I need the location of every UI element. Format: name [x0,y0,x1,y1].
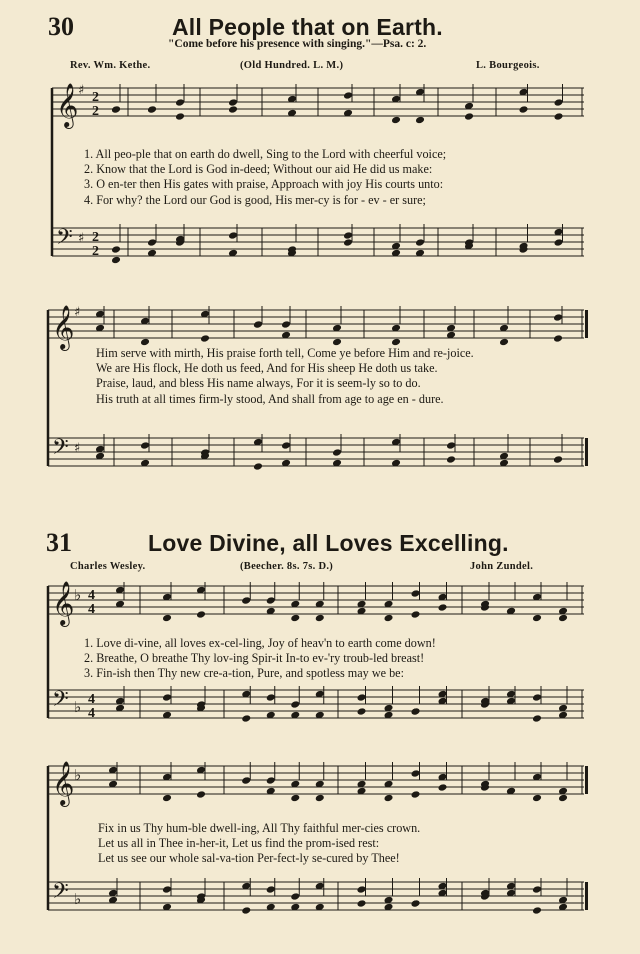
hymn-30-verses-a [84,147,446,208]
note-head [357,693,367,702]
note-head [532,614,542,623]
note-head [228,105,238,114]
note-head [266,776,276,785]
note-head [111,256,121,265]
note-head [438,603,448,612]
time-signature-bottom: 2 [92,244,99,259]
bass-clef-icon: 𝄢 [52,435,69,465]
note-head [391,338,401,347]
hymn-30-author: Rev. Wm. Kethe. [70,60,151,71]
time-signature-top: 2 [92,230,99,245]
note-head [253,462,263,471]
flat-key-icon: ♭ [74,586,82,604]
hymn-31-verse-2-line-b: Let us all in Thee in-her-it, Let us find the prom-ised rest: [98,836,380,851]
note-head [332,338,342,347]
note-head [384,794,394,803]
bass-clef-icon: 𝄢 [52,687,69,717]
note-head [411,790,421,799]
note-head [290,892,300,901]
note-head [499,338,509,347]
note-head [281,441,291,450]
note-head [266,693,276,702]
note-head [253,320,263,329]
bass-clef-icon: 𝄢 [52,879,69,909]
hymn-31-verse-1-line-a: 1. Love di-vine, all loves ex-cel-ling, Joy of heav'n to earth come down! [84,636,436,650]
hymn-30-verse-2-line-b: We are His flock, He doth us feed, And for His sheep He doth us take. [96,361,438,376]
note-head [553,334,563,343]
note-head [343,91,353,100]
note-head [553,313,563,322]
note-head [175,98,185,107]
treble-clef-icon: 𝄞 [52,305,75,349]
note-head [554,238,564,247]
note-head [446,455,456,464]
note-head [315,614,325,623]
note-head [411,769,421,778]
note-head [162,693,172,702]
time-signature-bottom: 4 [88,602,95,617]
time-signature-top: 4 [88,692,95,707]
note-head [532,794,542,803]
note-head [415,238,425,247]
note-head [415,116,425,125]
note-head [446,441,456,450]
note-head [532,885,542,894]
hymn-31-number: 31 [46,528,72,557]
note-head [532,714,542,723]
note-head [411,610,421,619]
note-head [554,112,564,121]
final-barline [585,882,588,910]
note-head [411,899,421,908]
note-head [357,885,367,894]
note-head [290,614,300,623]
hymn-30-verse-3-line-b: Praise, laud, and bless His name always, For it is seem-ly so to do. [96,376,421,391]
bass-clef-icon: 𝄢 [56,225,73,255]
time-signature-top: 2 [92,90,99,105]
note-head [558,794,568,803]
note-head [532,906,542,915]
hymn-31-verses-b [98,821,420,867]
note-head [384,614,394,623]
note-head [140,441,150,450]
time-signature-bottom: 4 [88,706,95,721]
hymn-31-verse-1-line-b: Fix in us Thy hum-ble dwell-ing, All Thy faithful mer-cies crown. [98,821,421,835]
flat-key-icon: ♭ [74,698,82,716]
note-head [411,589,421,598]
note-head [464,112,474,121]
note-head [228,231,238,240]
note-head [111,105,121,114]
final-barline [585,766,588,794]
note-head [558,614,568,623]
treble-clef-icon: 𝄞 [52,761,75,805]
note-head [290,794,300,803]
note-head [140,338,150,347]
note-head [162,794,172,803]
note-head [241,714,251,723]
note-head [281,320,291,329]
time-signature-top: 4 [88,588,95,603]
sharp-key-icon: ♯ [78,231,85,246]
note-head [266,596,276,605]
note-head [532,693,542,702]
note-head [175,112,185,121]
hymn-31-title: Love Divine, all Loves Excelling. [148,530,509,556]
note-head [162,614,172,623]
note-head [111,245,121,254]
hymn-30-verse-3-line-a: 3. O en-ter then His gates with praise, Approach with joy His courts unto: [84,177,444,192]
hymn-30-verse-1-line-a: 1. All peo-ple that on earth do dwell, Sing to the Lord with cheerful voice; [84,147,447,161]
hymn-30-tune: (Old Hundred. L. M.) [240,60,344,71]
note-head [519,105,529,114]
hymn-31-verse-3-line-b: Let us see our whole sal-va-tion Per-fect-ly se-cured by Thee! [98,851,400,866]
note-head [196,790,206,799]
note-head [391,116,401,125]
note-head [343,231,353,240]
note-head [266,885,276,894]
flat-key-icon: ♭ [74,890,82,908]
note-head [241,596,251,605]
note-head [343,238,353,247]
note-head [241,776,251,785]
hymn-30-verses-b [96,346,474,407]
note-head [554,98,564,107]
note-head [196,610,206,619]
note-head [290,700,300,709]
hymn-31-composer: John Zundel. [470,561,534,572]
note-head [357,899,367,908]
note-head [241,906,251,915]
hymn-31-verse-3-line-a: 3. Fin-ish then Thy new cre-a-tion, Pure, and spotless may we be: [84,666,404,681]
hymn-31-tune: (Beecher. 8s. 7s. D.) [240,561,334,572]
flat-key-icon: ♭ [74,766,82,784]
sharp-key-icon: ♯ [74,305,81,320]
note-head [438,783,448,792]
note-head [147,238,157,247]
hymn-30-verse-4-line-a: 4. For why? the Lord our God is good, His mer-cy is for - ev - er sure; [84,192,426,207]
hymn-30-number: 30 [48,12,74,41]
hymn-30-verse-4-line-b: His truth at all times firm-ly stood, And shall from age to age en - dure. [96,391,444,406]
hymn-31-verse-2-line-a: 2. Breathe, O breathe Thy lov-ing Spir-it In-to ev-'ry troub-led breast! [84,651,425,666]
note-head [553,455,563,464]
sharp-key-icon: ♯ [74,441,81,456]
time-signature-bottom: 2 [92,104,99,119]
note-head [228,98,238,107]
hymn-30-verse-1-line-b: Him serve with mirth, His praise forth tell, Come ye before Him and re-joice. [96,346,474,360]
hymn-30-composer: L. Bourgeois. [476,60,540,71]
final-barline [585,438,588,466]
note-head [332,448,342,457]
treble-clef-icon: 𝄞 [52,581,75,625]
hymn-30-verse-2-line-a: 2. Know that the Lord is God in-deed; Without our aid He did us make: [84,162,433,177]
note-head [200,334,210,343]
note-head [315,794,325,803]
hymn-30-title: All People that on Earth. [172,14,443,40]
note-head [162,885,172,894]
note-head [411,707,421,716]
hymn-31-verses-a [84,636,436,682]
hymn-30-scripture: "Come before his presence with singing."—Psa. c: 2. [168,38,427,50]
treble-clef-icon: 𝄞 [56,83,79,127]
hymn-31-author: Charles Wesley. [70,561,146,572]
note-head [357,707,367,716]
final-barline [585,310,588,338]
sharp-key-icon: ♯ [78,83,85,98]
note-head [147,105,157,114]
